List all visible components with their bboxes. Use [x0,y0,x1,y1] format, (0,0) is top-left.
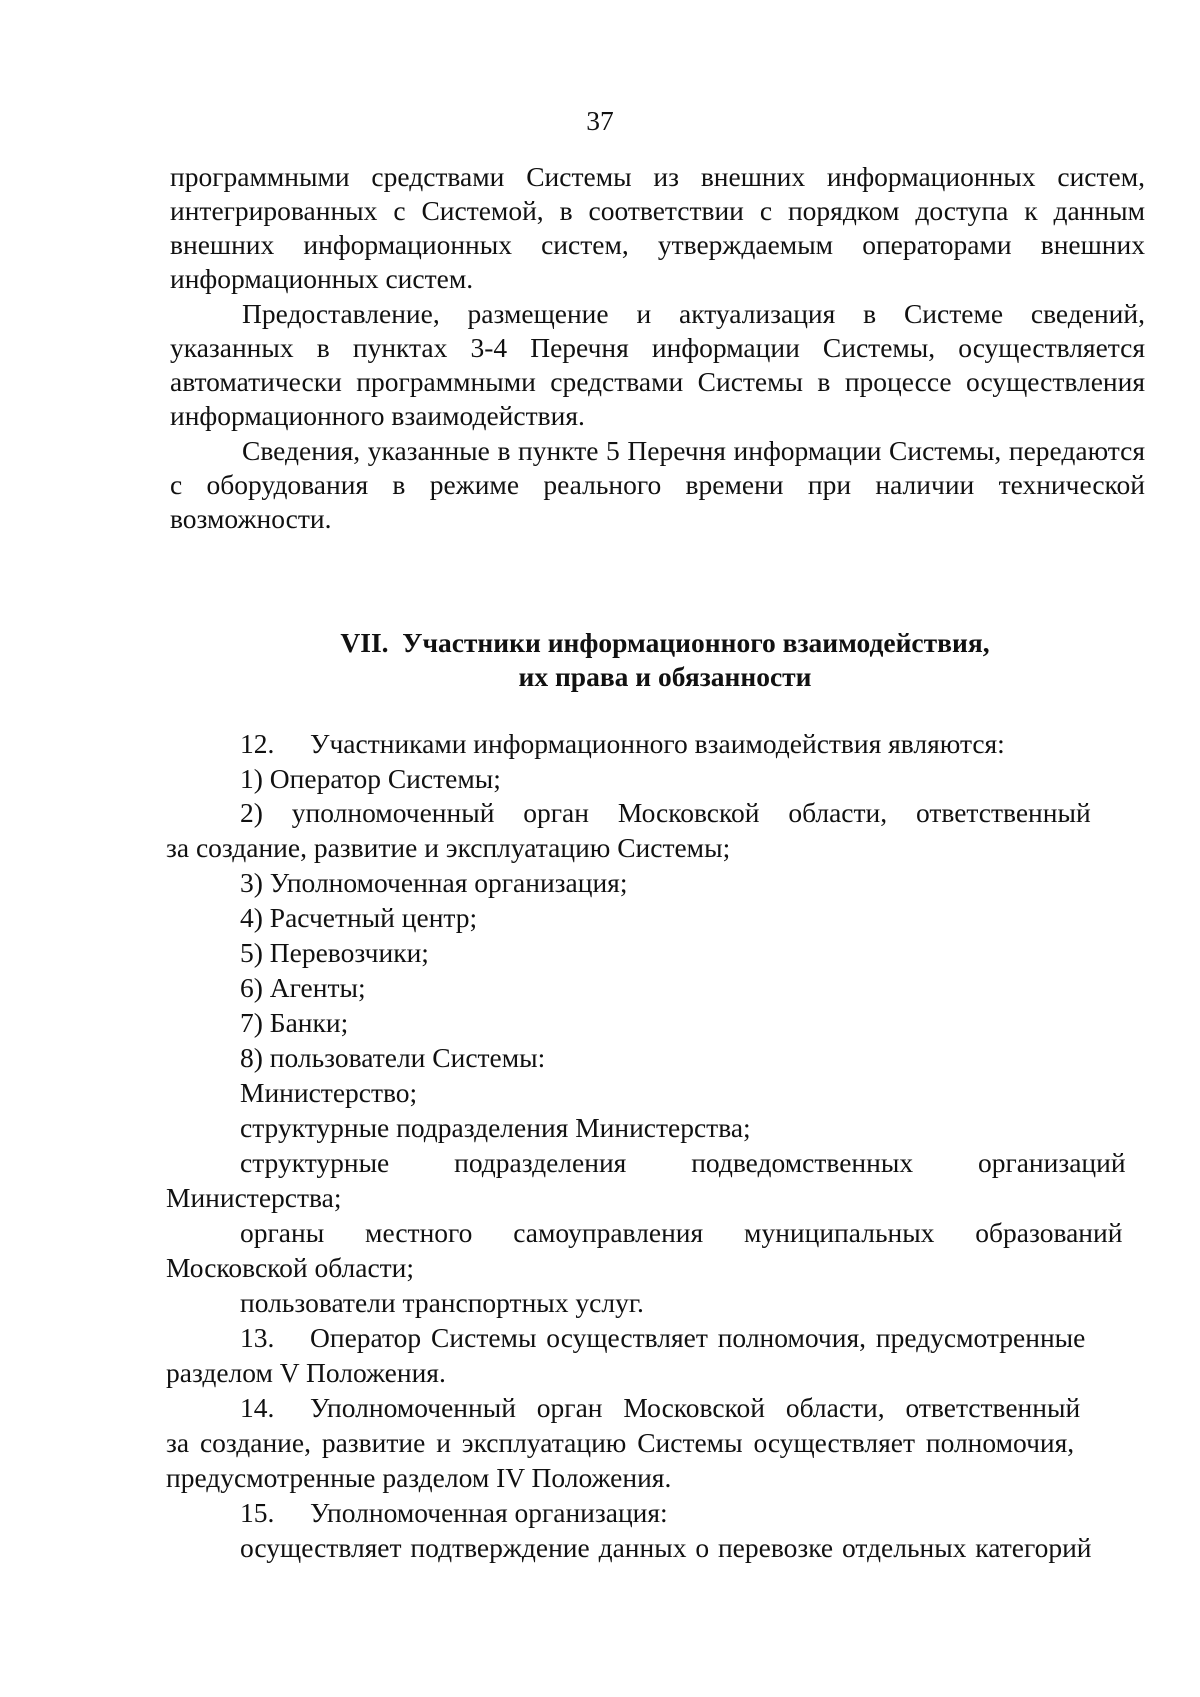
item-14-number: 14. [240,1392,275,1423]
item-13 [240,1321,1085,1355]
user-item-continuation: Московской области; [166,1252,415,1283]
user-item: структурные подразделения подведомственных организаций [240,1147,1126,1178]
item-13-number: 13. [240,1322,275,1353]
section-heading [150,626,1180,694]
list-item: 1) Оператор Системы; [240,763,501,794]
item-14-text: Уполномоченный орган Московской области, ответственный [310,1392,1081,1423]
paragraph-continuation [170,160,1145,296]
paragraph-data [170,434,1145,536]
item-12-text: Участниками информационного взаимодействия являются: [310,728,1005,759]
paragraph-1-text: программными средствами Системы из внешних информационных систем, интегрированных с Системой, в соответствии с порядком доступа к данным внешних информационных систем, утверждаемым операторами внешних информационных систем. [170,161,1145,294]
item-14 [240,1391,1080,1425]
paragraph-3-text: Сведения, указанные в пункте 5 Перечня информации Системы, передаются с оборудования в режиме реального времени при наличии технической возможности. [170,435,1145,534]
list-item [240,796,1145,830]
paragraph-provision [170,297,1145,433]
item-12-number: 12. [240,728,275,759]
page-number: 37 [586,105,614,136]
list-item: 3) Уполномоченная организация; [240,867,628,898]
list-item: 6) Агенты; [240,972,366,1003]
list-item: 8) пользователи Системы: [240,1042,546,1073]
item-15-text: Уполномоченная организация: [310,1497,668,1528]
list-item: 5) Перевозчики; [240,937,429,968]
user-item: пользователи транспортных услуг. [240,1287,644,1318]
section-title-line-1: VII. Участники информационного взаимодействия, [340,627,990,658]
list-item-continuation: за создание, развитие и эксплуатацию Системы; [166,832,731,863]
item-13-continuation: разделом V Положения. [166,1357,446,1388]
paragraph-2-text: Предоставление, размещение и актуализация в Системе сведений, указанных в пунктах 3-4 Перечня информации Системы, осуществляется автоматически программными средствами Системы в процессе осуществления информационного взаимодействия. [170,298,1145,431]
item-13-text: Оператор Системы осуществляет полномочия, предусмотренные [310,1322,1086,1353]
user-item-continuation: Министерства; [166,1182,342,1213]
list-item: 7) Банки; [240,1007,349,1038]
section-title-line-2: их права и обязанности [518,661,812,692]
item-15-continuation: осуществляет подтверждение данных о перевозке отдельных категорий [240,1532,1092,1563]
list-item: 4) Расчетный центр; [240,902,478,933]
item-14-continuation: предусмотренные разделом IV Положения. [166,1462,672,1493]
item-15-number: 15. [240,1497,275,1528]
user-item: Министерство; [240,1077,418,1108]
item-15 [240,1496,668,1530]
list-item-text: 2) уполномоченный орган Московской области, ответственный [240,797,1091,828]
user-item: органы местного самоуправления муниципальных образований [240,1217,1123,1248]
item-14-continuation: за создание, развитие и эксплуатацию Системы осуществляет полномочия, [166,1427,1075,1458]
user-item: структурные подразделения Министерства; [240,1112,751,1143]
item-12 [240,727,1005,761]
